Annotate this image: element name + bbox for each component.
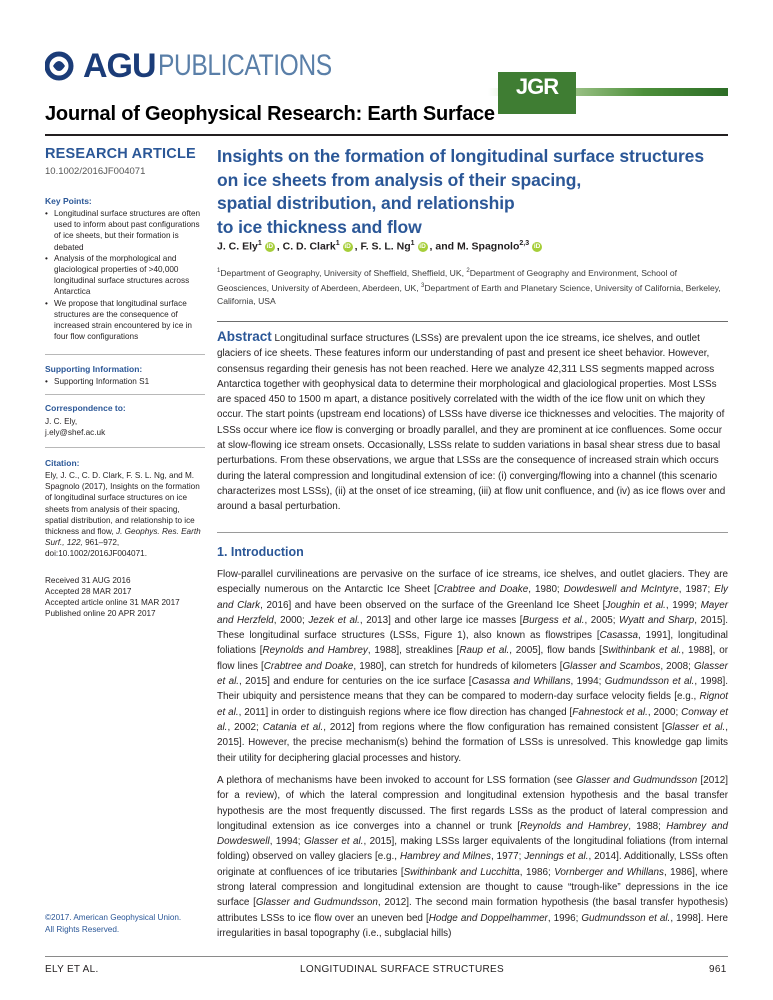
- text-run: , 2002;: [227, 721, 263, 733]
- text-run: [2012] for a review), of which the lateral compression and longitudinal extension hypothesis and the basal transfer hypothesis are the most frequently discussed. The first regards LSSs as the product of lateral compression and longitudinal extension as ice converges into a channel or trunk [: [217, 775, 729, 832]
- logo-publications-text: PUBLICATIONS: [157, 49, 332, 82]
- citation-ref[interactable]: Glasser and Gudmundsson: [255, 897, 378, 909]
- list-item: • Analysis of the morphological and glaciological properties of >40,000 longitudinal surface structures across Antarctica: [45, 253, 205, 298]
- citation-ref[interactable]: Glasser et al.: [303, 836, 364, 848]
- text-run: , 1998]. Here irregularities in basal topography (i.e., subglacial hills): [217, 912, 728, 939]
- citation-ref[interactable]: Hambrey and Milnes: [399, 851, 491, 863]
- orcid-icon[interactable]: iD: [533, 242, 541, 250]
- citation-ref[interactable]: Hambrey and Dowdeswell: [217, 820, 728, 848]
- citation-ref[interactable]: Gudmundsson et al.: [604, 676, 695, 688]
- paragraph-1: [217, 567, 728, 766]
- author-affiliation-sup: 1: [257, 240, 262, 247]
- citation-ref[interactable]: Joughin et al.: [605, 599, 666, 611]
- citation-ref[interactable]: Glasser and Gudmundsson: [575, 775, 698, 786]
- citation-body: Ely, J. C., C. D. Clark, F. S. L. Ng, and M. Spagnolo (2017), Insights on the formation of longitudinal surface structures on ice sheets from analysis of their spacing, spatial distribution, and relationship to ice thickness and flow,: [45, 471, 200, 537]
- citation-ref[interactable]: Jezek et al.: [308, 614, 360, 626]
- list-item: • We propose that longitudinal surface structures are the consequence of increased strain encountered by ice in four flow configurations: [45, 298, 205, 343]
- text-run: , 1996;: [547, 912, 582, 924]
- text-run: , 1988;: [628, 820, 667, 832]
- copyright: [45, 912, 205, 935]
- citation-ref[interactable]: Vornberger and Whillans: [554, 866, 664, 878]
- divider: [45, 447, 205, 448]
- copyright-line: All Rights Reserved.: [45, 924, 120, 934]
- text-run: , 2011] in order to distinguish regions where ice flow direction has changed [: [238, 706, 573, 718]
- paragraph-2: [217, 773, 728, 941]
- section-heading-introduction: 1. Introduction: [217, 545, 304, 559]
- citation-ref[interactable]: Hodge and Doppelhammer: [428, 912, 548, 924]
- text-run: , 2016] and have been observed on the surface of the Greenland Ice Sheet [: [260, 599, 606, 611]
- author-name: J. C. Ely: [217, 240, 258, 253]
- citation-ref[interactable]: Crabtree and Doake: [436, 584, 529, 596]
- key-points-heading: Key Points:: [45, 196, 92, 206]
- key-points-list: [45, 208, 205, 342]
- citation-ref[interactable]: Glasser and Scambos: [562, 660, 661, 672]
- correspondence-name: J. C. Ely,: [45, 417, 78, 426]
- copyright-line: ©2017. American Geophysical Union.: [45, 913, 182, 922]
- text-run: , 1988], streaklines [: [367, 645, 460, 657]
- affiliation-text: Department of Geography and Environment, School of Geosciences, University of Aberdeen, Aberdeen, UK,: [217, 267, 678, 293]
- citation-ref[interactable]: Dowdeswell and McIntyre: [563, 584, 679, 596]
- citation-ref[interactable]: Wyatt and Sharp: [619, 614, 695, 626]
- divider: [45, 394, 205, 395]
- text-run: , 2005;: [584, 614, 620, 626]
- text-run: , 2013] and other large ice masses [: [359, 614, 523, 626]
- citation-text: [45, 470, 205, 560]
- text-run: , 2015], making LSSs larger equivalents of the longitudinal foliations (from internal folding) observed on valley glaciers [e.g.,: [217, 836, 728, 863]
- citation-ref[interactable]: Gudmundsson et al.: [581, 912, 671, 924]
- text-run: , 2012]. The second main formation hypothesis (the basal transfer hypothesis) attributes LSSs to ice flow over an uneven bed [: [217, 897, 728, 924]
- article-type: RESEARCH ARTICLE: [45, 146, 196, 162]
- affiliation-sup: 3: [420, 283, 425, 290]
- author-affiliation-sup: 1: [410, 240, 415, 247]
- abstract-rule: [217, 321, 728, 322]
- text-run: , 1980;: [528, 584, 564, 596]
- text-run: , 2012] from regions where the flow configuration has remained consistent [: [323, 721, 665, 733]
- text-run: , 1998]. Their ubiquity and persistence means that they can be compared to modern-day surface velocity fields [e.g.,: [217, 676, 728, 703]
- abstract: [217, 329, 728, 515]
- accepted-date: Accepted 28 MAR 2017: [45, 587, 132, 596]
- citation-journal: J. Geophys. Res. Earth Surf., 122,: [45, 527, 201, 548]
- author-affiliation-sup: 1: [335, 240, 340, 247]
- text-run: , 2000;: [647, 706, 682, 718]
- text-run: , 1980], can stretch for hundreds of kilometers [: [353, 660, 563, 672]
- doi[interactable]: 10.1002/2016JF004071: [45, 166, 146, 177]
- citation-ref[interactable]: Swithinbank and Lucchitta: [403, 866, 520, 878]
- text-run: , 1994;: [269, 836, 304, 848]
- author-separator: , and: [429, 240, 457, 253]
- affiliations: [217, 265, 727, 308]
- affiliation-sup: 2: [466, 268, 470, 274]
- author-separator: ,: [276, 240, 283, 253]
- correspondence-email[interactable]: j.ely@shef.ac.uk: [45, 428, 106, 437]
- citation-ref[interactable]: Conway et al.: [217, 706, 729, 733]
- agu-publications-logo: [45, 48, 369, 84]
- citation-ref[interactable]: Rignot et al.: [217, 691, 728, 718]
- orcid-icon[interactable]: iD: [419, 242, 426, 250]
- agu-globe-icon: [45, 50, 81, 82]
- text-run: , 1999;: [665, 599, 701, 611]
- affiliation-sup: 1: [217, 268, 221, 274]
- text-run: Flow-parallel curvilineations are pervasive on the surface of ice streams, ice shelves, and outlet glaciers. They are especially numerous on the Antarctic Ice Sheet [: [217, 569, 728, 596]
- list-item: • Longitudinal surface structures are often used to inform about past configurations of ice sheets, but their formation is debated: [45, 208, 205, 253]
- citation-ref[interactable]: Reynolds and Hambrey: [519, 820, 629, 832]
- citation-ref[interactable]: Jennings et al.: [524, 851, 589, 863]
- text-run: , 2014]. Additionally, LSSs often originate at confluences of ice tributaries [: [217, 851, 728, 878]
- orcid-icon[interactable]: iD: [344, 242, 351, 250]
- text-run: , 2015] and endure for centuries on the ice surface [: [239, 676, 472, 688]
- author-name: F. S. L. Ng: [360, 240, 411, 253]
- title-line: spatial distribution, and relationship: [217, 193, 515, 213]
- abstract-end-rule: [217, 532, 728, 533]
- affiliation-text: Department of Earth and Planetary Science, University of California, Berkeley, California, USA: [217, 282, 721, 307]
- citation-ref[interactable]: Burgess et al.: [522, 614, 585, 626]
- citation-ref[interactable]: Glasser et al.: [664, 721, 726, 733]
- citation-ref[interactable]: Fahnestock et al.: [572, 706, 648, 718]
- orcid-icon[interactable]: iD: [266, 242, 274, 250]
- text-run: , 2015]. These longitudinal surface structures (LSSs, Figure 1), also known as flowstripes [: [217, 614, 728, 642]
- citation-heading: Citation:: [45, 458, 80, 468]
- citation-ref[interactable]: Crabtree and Doake: [263, 660, 354, 672]
- text-run: , 1991], longitudinal foliations [: [217, 630, 728, 657]
- affiliation-text: Department of Geography, University of Sheffield, Sheffield, UK,: [220, 267, 467, 278]
- author-list: [217, 240, 544, 253]
- header-rule: [45, 134, 728, 136]
- text-run: , 2005], flow bands [: [509, 645, 602, 657]
- correspondence-heading: Correspondence to:: [45, 403, 126, 413]
- supporting-info-list: [45, 376, 205, 387]
- author-name: M. Spagnolo: [456, 240, 520, 253]
- citation-ref[interactable]: Glasser et al.: [217, 660, 728, 688]
- citation-ref[interactable]: Reynolds and Hambrey: [262, 645, 368, 657]
- logo-agu-text: AGU: [83, 47, 156, 85]
- abstract-text: Longitudinal surface structures (LSSs) are prevalent upon the ice streams, ice shelves, and outlet glaciers of ice sheets. These features inform our understanding of past and present ice sheet behavior. However, consensus regarding their genesis has not been reached. Here we analyze 42,311 LSS segments mapped across Antarctica together with geophysical data to determine their morphological and glaciological properties. Most LSSs are spaced 450 to 1500 m apart, a distance positively correlated with the width of the ice flow unit on which they occur. The start points (upstream end locations) of LSSs have diverse ice thicknesses and velocities. The majority of LSSs occur where ice flow is converging or broadly parallel, and they are prominent at ice confluences. Some occur at slow-flowing ice stream onsets. Occasionally, LSSs relate to sudden variations in basal shear stress due to basal perturbations. From these observations, we argue that LSSs are the consequence of increased strain which occurs during the lateral compression and longitudinal extension of ice: (i) converging/flowing into a channel (this scenario characterizes most LSSs), (ii) at the onset of ice streaming, (iii) at flow unit confluence, and (iv) as ice flows over and around a basal perturbation.: [217, 333, 726, 513]
- accepted-online-date: Accepted article online 31 MAR 2017: [45, 598, 180, 607]
- text-run: , 1988], or flow lines [: [217, 645, 728, 672]
- supporting-info-heading: Supporting Information:: [45, 364, 143, 374]
- text-run: , 1994;: [570, 676, 605, 688]
- footer-authors: ELY ET AL.: [45, 964, 99, 975]
- text-run: , 2000;: [273, 614, 309, 626]
- abstract-label: Abstract: [217, 329, 272, 344]
- text-run: , 1977;: [490, 851, 525, 863]
- citation-ref[interactable]: Casassa and Whillans: [471, 676, 571, 688]
- title-line: Insights on the formation of longitudinal surface structures: [217, 146, 704, 166]
- jgr-badge-text: JGR: [515, 74, 559, 99]
- citation-ref[interactable]: Ely and Clark: [217, 584, 728, 611]
- article-title: [217, 145, 722, 239]
- text-run: A plethora of mechanisms have been invoked to account for LSS formation (see: [217, 775, 576, 786]
- page-number: 961: [709, 964, 727, 975]
- footer-running-title: LONGITUDINAL SURFACE STRUCTURES: [300, 964, 504, 975]
- title-line: on ice sheets from analysis of their spacing,: [217, 169, 582, 190]
- text-run: , 2008;: [660, 660, 694, 672]
- citation-ref[interactable]: Casassa: [599, 630, 639, 642]
- author-separator: ,: [354, 240, 361, 253]
- journal-title: Journal of Geophysical Research: Earth Surface: [45, 103, 495, 125]
- citation-ref[interactable]: Raup et al.: [459, 645, 510, 657]
- supporting-info-link[interactable]: • Supporting Information S1: [45, 376, 205, 387]
- divider: [45, 354, 205, 355]
- received-date: Received 31 AUG 2016: [45, 576, 131, 585]
- text-run: , 1987;: [678, 584, 715, 596]
- text-run: , 2015]. However, the precise mechanism(s) behind the formation of LSSs is unresolved. This knowledge gap limits their utility for deciphering glacial processes and history.: [217, 721, 728, 764]
- citation-ref[interactable]: Catania et al.: [262, 721, 324, 733]
- text-run: , 1986;: [519, 866, 555, 878]
- text-run: , 1986], where strong lateral compression and longitudinal extension are thought to cause “trough-like” depressions in the ice surface [: [217, 866, 728, 909]
- footer-rule: [45, 956, 728, 957]
- citation-ref[interactable]: Mayer and Herzfeld: [217, 599, 728, 626]
- citation-tail: 961–972, doi:10.1002/2016JF004071.: [45, 538, 147, 559]
- author-name: C. D. Clark: [282, 240, 336, 253]
- citation-ref[interactable]: Swithinbank et al.: [601, 645, 682, 657]
- title-line: to ice thickness and flow: [217, 216, 422, 237]
- author-affiliation-sup: 2,3: [519, 240, 530, 247]
- published-online-date: Published online 20 APR 2017: [45, 609, 156, 618]
